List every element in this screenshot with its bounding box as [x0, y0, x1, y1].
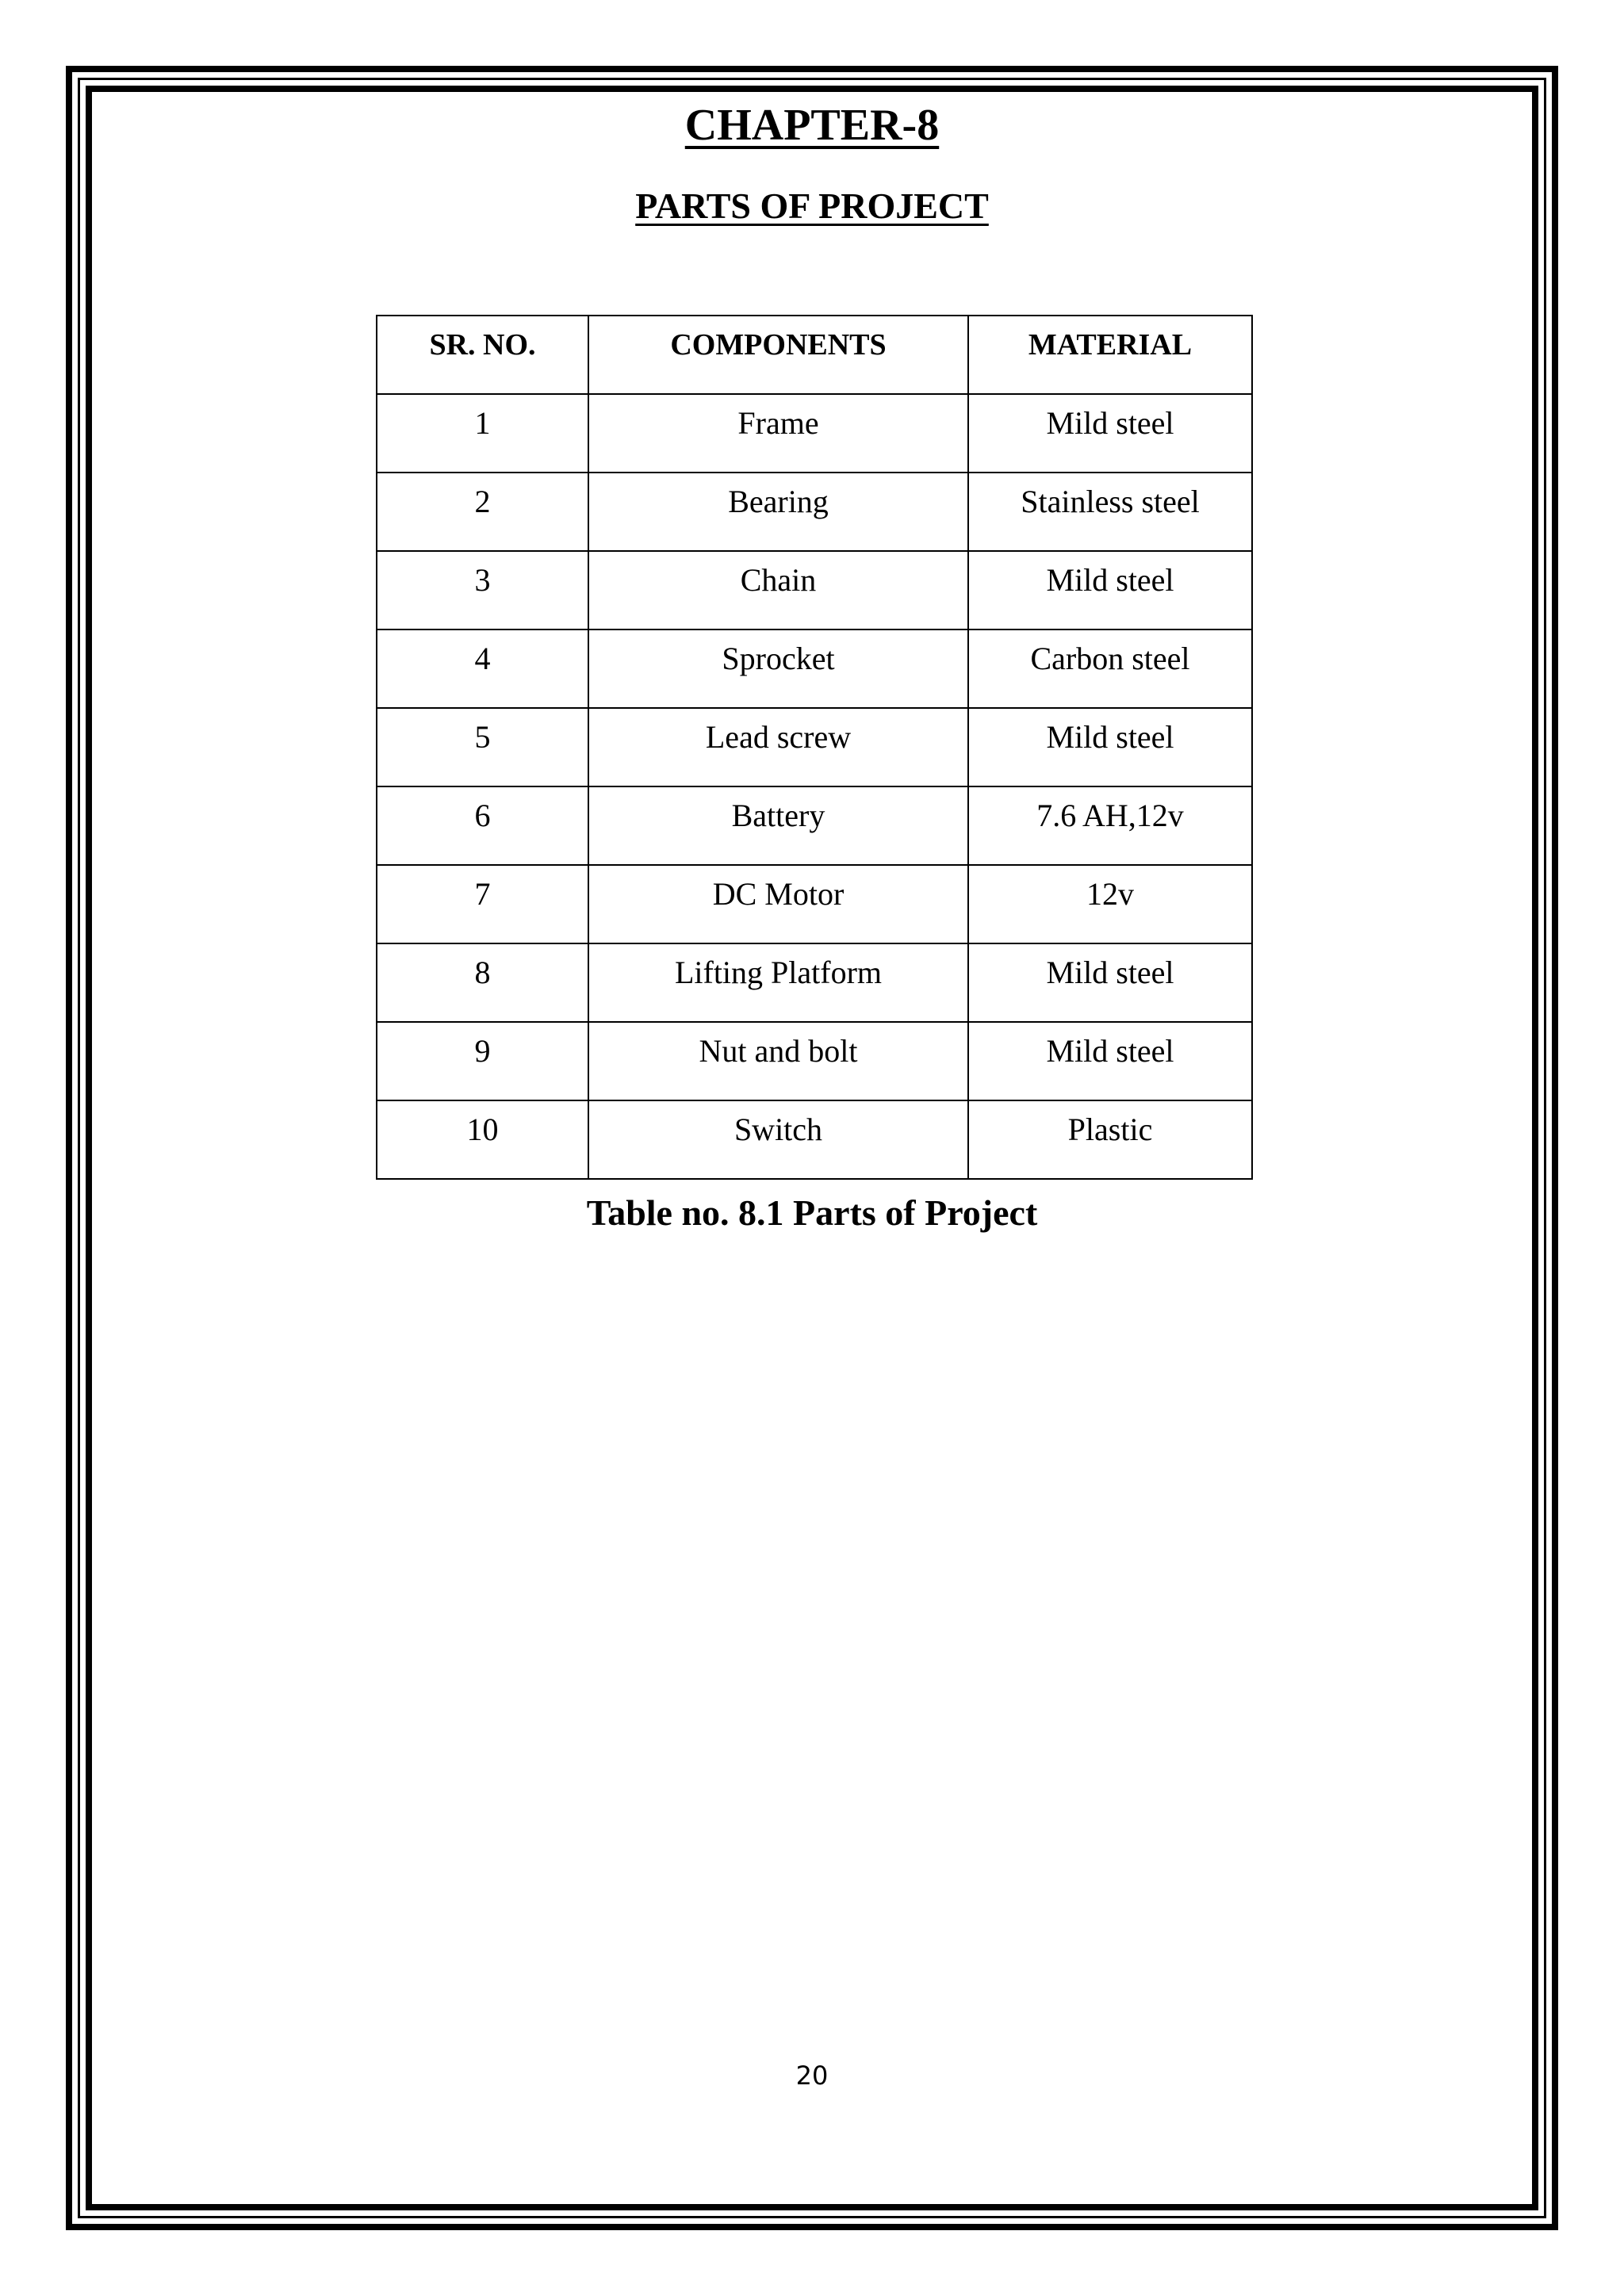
table-row	[377, 786, 1252, 865]
page-number: 20	[795, 2061, 829, 2091]
column-header-sr-no: SR. NO.	[377, 316, 588, 394]
sr-no-cell: 9	[377, 1022, 588, 1100]
sr-no-cell: 5	[377, 708, 588, 786]
parts-table	[376, 315, 1253, 1180]
sr-no-cell: 1	[377, 394, 588, 473]
material-cell: Mild steel	[968, 551, 1252, 629]
component-cell: Frame	[588, 394, 968, 473]
table-row	[377, 943, 1252, 1022]
column-header-material: MATERIAL	[968, 316, 1252, 394]
table-row	[377, 865, 1252, 943]
table-caption: Table no. 8.1 Parts of Project	[586, 1192, 1038, 1233]
table-row	[377, 1100, 1252, 1179]
section-title: PARTS OF PROJECT	[635, 186, 989, 226]
sr-no-cell: 8	[377, 943, 588, 1022]
sr-no-cell: 6	[377, 786, 588, 865]
component-cell: Lifting Platform	[588, 943, 968, 1022]
component-cell: Chain	[588, 551, 968, 629]
material-cell: Mild steel	[968, 943, 1252, 1022]
sr-no-cell: 10	[377, 1100, 588, 1179]
material-cell: Carbon steel	[968, 629, 1252, 708]
material-cell: 12v	[968, 865, 1252, 943]
material-cell: Plastic	[968, 1100, 1252, 1179]
table-header-row	[377, 316, 1252, 394]
table-row	[377, 1022, 1252, 1100]
component-cell: Sprocket	[588, 629, 968, 708]
table-row	[377, 473, 1252, 551]
material-cell: Stainless steel	[968, 473, 1252, 551]
sr-no-cell: 4	[377, 629, 588, 708]
sr-no-cell: 2	[377, 473, 588, 551]
material-cell: Mild steel	[968, 1022, 1252, 1100]
material-cell: 7.6 AH,12v	[968, 786, 1252, 865]
table-row	[377, 551, 1252, 629]
chapter-heading: CHAPTER-8	[684, 101, 940, 150]
component-cell: Bearing	[588, 473, 968, 551]
component-cell: DC Motor	[588, 865, 968, 943]
table-row	[377, 394, 1252, 473]
component-cell: Switch	[588, 1100, 968, 1179]
material-cell: Mild steel	[968, 394, 1252, 473]
sr-no-cell: 3	[377, 551, 588, 629]
component-cell: Battery	[588, 786, 968, 865]
table-row	[377, 708, 1252, 786]
component-cell: Nut and bolt	[588, 1022, 968, 1100]
component-cell: Lead screw	[588, 708, 968, 786]
table-row	[377, 629, 1252, 708]
column-header-components: COMPONENTS	[588, 316, 968, 394]
sr-no-cell: 7	[377, 865, 588, 943]
material-cell: Mild steel	[968, 708, 1252, 786]
